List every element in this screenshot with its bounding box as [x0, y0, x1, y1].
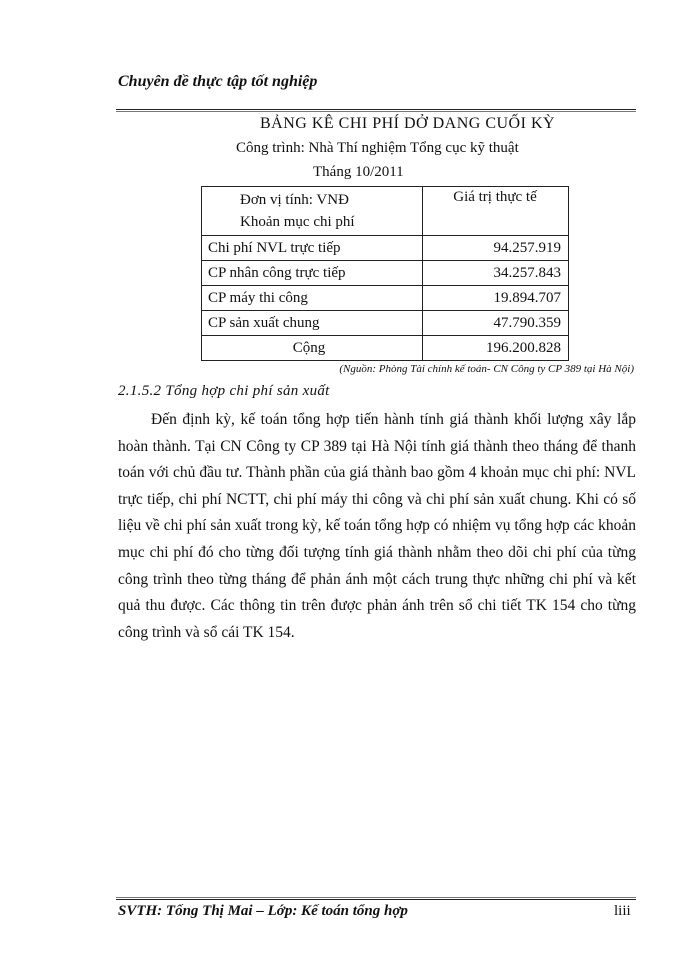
row-name: CP nhân công trực tiếp [202, 261, 423, 286]
unit-label: Đơn vị tính: VNĐ [240, 192, 349, 208]
table-row [202, 261, 569, 286]
table-total-row [202, 336, 569, 361]
row-name: Chi phí NVL trực tiếp [202, 236, 423, 261]
table-source-note: (Nguồn: Phòng Tài chính kế toán- CN Công ty CP 389 tại Hà Nội) [339, 363, 634, 375]
table-row [202, 236, 569, 261]
footer-divider [116, 897, 636, 900]
item-column-label: Khoản mục chi phí [240, 214, 355, 230]
table-period: Tháng 10/2011 [313, 164, 404, 180]
section-heading: 2.1.5.2 Tổng hợp chi phí sản xuất [118, 383, 330, 399]
row-value: 19.894.707 [423, 286, 569, 311]
row-value: 94.257.919 [423, 236, 569, 261]
document-header-title: Chuyên đề thực tập tốt nghiệp [118, 73, 318, 90]
footer-author-class: SVTH: Tống Thị Mai – Lớp: Kế toán tổng hợp [118, 903, 408, 919]
table-title: BẢNG KÊ CHI PHÍ DỞ DANG CUỐI KỲ [260, 115, 556, 132]
row-value: 47.790.359 [423, 311, 569, 336]
cost-table [201, 186, 569, 361]
page-number: liii [614, 903, 631, 919]
table-project: Công trình: Nhà Thí nghiệm Tổng cục kỹ thuật [236, 140, 519, 156]
row-value: 34.257.843 [423, 261, 569, 286]
row-name: CP máy thi công [202, 286, 423, 311]
body-text [118, 407, 636, 646]
table-row [202, 286, 569, 311]
total-label: Cộng [202, 336, 423, 361]
table-header-row [202, 187, 569, 236]
total-value: 196.200.828 [423, 336, 569, 361]
table-row [202, 311, 569, 336]
row-name: CP sản xuất chung [202, 311, 423, 336]
body-paragraph: Đến định kỳ, kế toán tổng hợp tiến hành tính giá thành khối lượng xây lắp hoàn thành. Tại CN Công ty CP 389 tại Hà Nội tính giá thành theo tháng để thanh toán với chủ đầu tư. Thành phần của giá thành bao gồm 4 khoản mục chi phí: NVL trực tiếp, chi phí NCTT, chi phí máy thi công và chi phí sản xuất chung. Khi có số liệu về chi phí sản xuất trong kỳ, kế toán tổng hợp có nhiệm vụ tổng hợp các khoản mục chi phí đó cho từng đối tượng tính giá thành nhằm theo dõi chi phí của từng công trình theo từng tháng để phản ánh một cách trung thực những chi phí và kết quả thu được. Các thông tin trên được phản ánh trên sổ chi tiết TK 154 cho từng công trình và sổ cái TK 154. [118, 411, 636, 641]
value-column-label: Giá trị thực tế [423, 187, 569, 236]
header-divider [116, 109, 636, 112]
header-item-cell [202, 187, 423, 236]
